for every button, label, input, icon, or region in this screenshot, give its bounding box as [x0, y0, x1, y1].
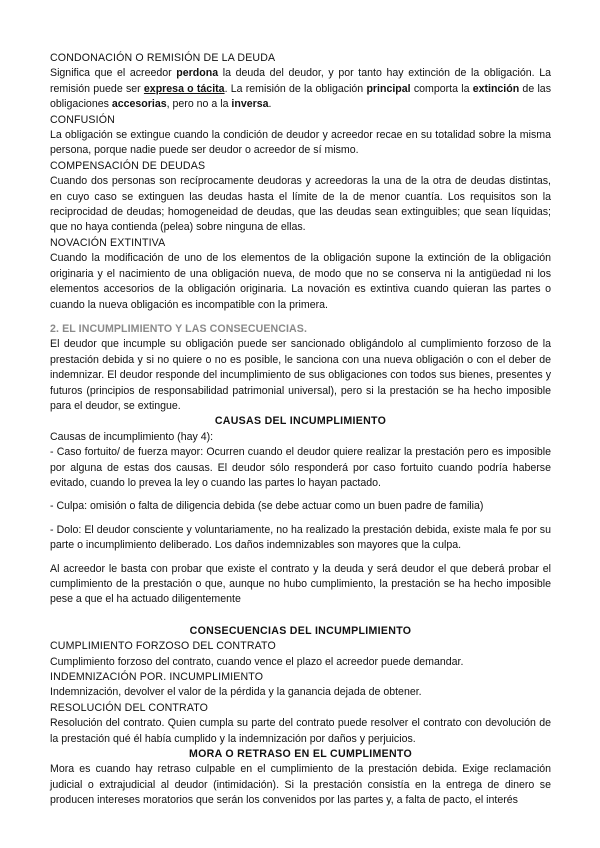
- perdona-bold: perdona: [176, 67, 219, 80]
- resolucion-text: Resolución del contrato. Quien cumpla su parte del contrato puede resolver el contrato con devolución de la prestación qué él había cumplido y la indemnización por daños y perjuicios.: [50, 717, 551, 745]
- resolucion-heading: RESOLUCIÓN DEL CONTRATO: [50, 701, 209, 714]
- extincion-bold: extinción: [472, 82, 520, 95]
- causas-title: CAUSAS DEL INCUMPLIMIENTO: [214, 415, 387, 428]
- indemnizacion-text: Indemnización, devolver el valor de la pérdida y la ganancia dejada de obtener.: [50, 686, 422, 699]
- compensacion-paragraph: Cuando dos personas son recíprocamente deudoras y acreedoras la una de la otra de deudas distintas, en cuyo caso se extinguen las deudas hasta el límite de la de menor cuantía. Los requisitos son la reciprocidad de deudas; homogeneidad de deudas, que las deudas sean extinguibles; que sean líquidas; que no haya contienda (pelea) sobre ninguna de ellas.: [50, 175, 551, 234]
- forzoso-text: Cumplimiento forzoso del contrato, cuando vence el plazo el acreedor puede demandar.: [50, 655, 464, 668]
- accesorias-bold: accesorias: [111, 98, 167, 111]
- confusion-heading: CONFUSIÓN: [50, 113, 115, 126]
- incumplimiento-section-title: 2. EL INCUMPLIMIENTO Y LAS CONSECUENCIAS.: [50, 322, 308, 335]
- condonacion-paragraph: Significa que el acreedor perdona la deuda del deudor, y por tanto hay extinción de la obligación. La remisión puede ser expresa o tácita. La remisión de la obligación principal comporta la extinción de las obligaciones accesorias, pero no a la inversa.: [50, 67, 551, 111]
- consecuencias-title: CONSECUENCIAS DEL INCUMPLIMIENTO: [189, 624, 412, 637]
- forzoso-heading: CUMPLIMIENTO FORZOSO DEL CONTRATO: [50, 640, 276, 653]
- confusion-paragraph: La obligación se extingue cuando la condición de deudor y acreedor recae en su totalidad sobre la misma persona, porque nadie puede ser deudor o acreedor de sí mismo.: [50, 129, 551, 157]
- culpa-item: - Culpa: omisión o falta de diligencia debida (se debe actuar como un buen padre de familia): [50, 500, 484, 513]
- novacion-paragraph: Cuando la modificación de uno de los elementos de la obligación supone la extinción de la obligación originaria y el nacimiento de una obligación nueva, de modo que no se conserva ni la antigüedad ni los elementos accesorios de la obligación originaria. La novación es extintiva cuando quieran las partes o cuando la nueva obligación es incompatible con la primera.: [50, 252, 551, 311]
- mora-paragraph: Mora es cuando hay retraso culpable en el cumplimiento de la prestación debida. Exige reclamación judicial o extrajudicial al deudor (intimidación). Si la prestación consistía en la entrega de dinero se producen intereses moratorios que serán los convenidos por las partes y, a falta de pacto, el interés: [50, 763, 551, 807]
- expresa-tacita-underlined: expresa o tácita: [143, 82, 225, 95]
- mora-title: MORA O RETRASO EN EL CUMPLIMENTO: [188, 748, 413, 761]
- document-page: [50, 51, 551, 809]
- incumplimiento-intro: El deudor que incumple su obligación puede ser sancionado obligándolo al cumplimiento forzoso de la prestación debida y si no quiere o no es posible, le sanciona con una nueva obligación o con el deber de indemnizar. El deudor responde del incumplimiento de sus obligaciones con todos sus bienes, presentes y futuros (principios de responsabilidad patrimonial universal), pero si la prestación se ha hecho imposible para el deudor, se extingue.: [50, 338, 551, 412]
- caso-fortuito-item: - Caso fortuito/ de fuerza mayor: Ocurren cuando el deudor quiere realizar la prestación pero es imposible por alguna de estas dos causas. El deudor sólo responderá por caso fortuito cuando podría haberse evitado, cuando lo prevea la ley o cuando las partes lo hayan pactado.: [50, 446, 551, 489]
- novacion-heading: NOVACIÓN EXTINTIVA: [50, 236, 166, 249]
- dolo-item: - Dolo: El deudor consciente y voluntariamente, no ha realizado la prestación debida, existe mala fe por su parte o incumplimiento deliberado. Los daños indemnizables son mayores que la culpa.: [50, 523, 551, 552]
- causas-intro: Causas de incumplimiento (hay 4):: [50, 430, 214, 443]
- inversa-bold: inversa: [231, 98, 269, 111]
- principal-bold: principal: [366, 82, 411, 95]
- condonacion-heading: CONDONACIÓN O REMISIÓN DE LA DEUDA: [50, 52, 276, 64]
- indemnizacion-heading: INDEMNIZACIÓN POR. INCUMPLIMIENTO: [50, 671, 264, 684]
- compensacion-heading: COMPENSACIÓN DE DEUDAS: [50, 159, 206, 172]
- acreedor-paragraph: Al acreedor le basta con probar que existe el contrato y la deuda y será deudor el que deberá probar el cumplimiento de la prestación o que, aunque no hubo cumplimiento, la prestación se ha hecho imposible pese a que el ha actuado diligentemente: [50, 562, 551, 606]
